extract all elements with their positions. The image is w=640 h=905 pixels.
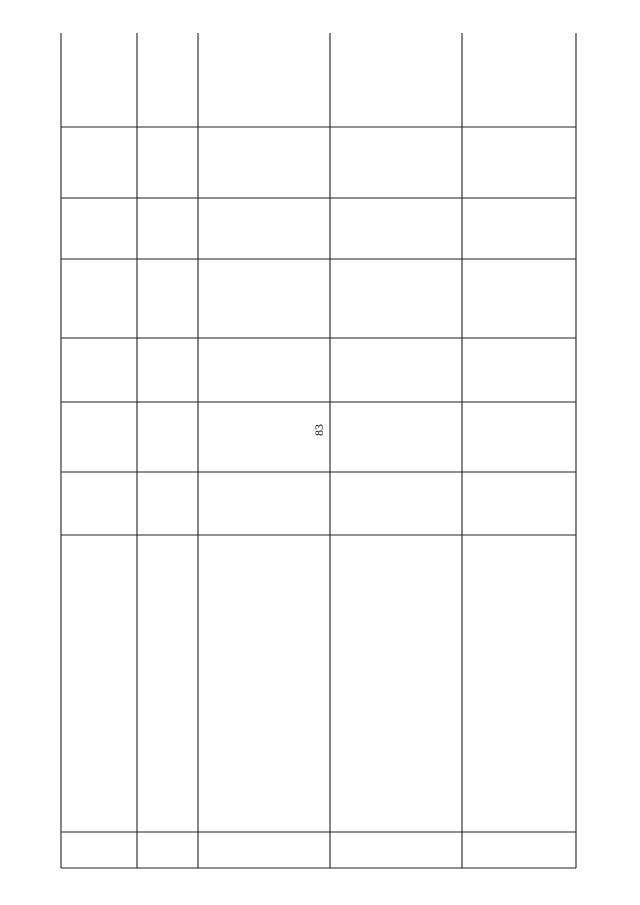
page-number: 83 — [312, 424, 326, 436]
